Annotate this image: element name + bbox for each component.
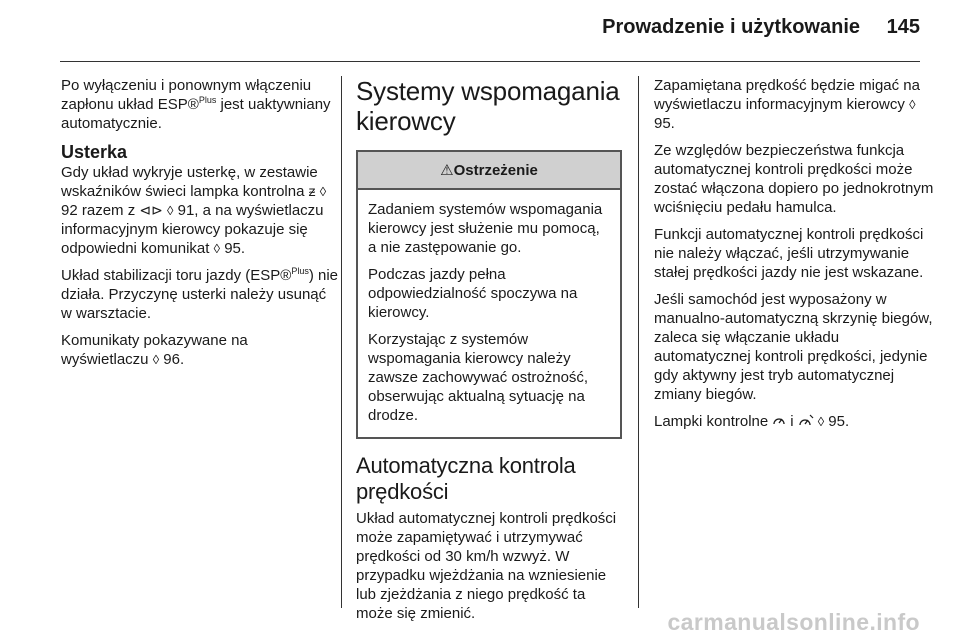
page-header-title: Prowadzenie i użytkowanie [602,16,860,38]
column-3 [654,76,934,439]
warning-box [356,150,622,439]
column-2 [356,76,626,631]
watermark: carmanualsonline.info [667,609,920,635]
fault-paragraph: Gdy układ wykryje usterkę, w zestawie wskaźników świeci lampka kontrolna ᵶ ◊ 92 razem z ⊲⊳ ◊ 91, a na wyświetlaczu informacyjnym kierowcy pokazuje się odpowiedni komunikat ◊ 95. [61,164,327,257]
fault-heading: Usterka [61,142,128,162]
page-ref-icon: ◊ [167,203,174,218]
column-1 [61,76,339,377]
page-number: 145 [886,16,920,38]
page-ref-icon: ◊ [152,352,160,367]
control-lamps-paragraph: Lampki kontrolne i ◊ 95. [654,413,850,430]
page-ref-icon: ◊ [213,241,221,256]
section-heading-driver-assist: Systemy wspomagania kierowcy [356,76,620,136]
esp-inactive-paragraph: Układ stabilizacji toru jazdy (ESP®$^{Plus}$) nie działa. Przyczynę usterki należy usunąć w warsztacie. [61,266,339,322]
column-divider [638,76,639,608]
esp-restart-paragraph: Po wyłączeniu i ponownym włączeniu zapłonu układ ESP®$^{Plus}$ jest uaktywniany automatycznie. [61,77,331,132]
column-divider [341,76,342,608]
warning-paragraph: Zadaniem systemów wspomagania kierowcy jest służenie mu pomocą, a nie zastępowanie go. [368,201,603,256]
messages-paragraph: Komunikaty pokazywane na wyświetlaczu ◊ 96. [61,332,248,368]
section-heading-cruise-control: Automatyczna kontrola prędkości [356,453,576,504]
warning-paragraph: Podczas jazdy pełna odpowiedzialność spoczywa na kierowcy. [368,266,578,321]
warning-paragraph: Korzystając z systemów wspomagania kierowcy należy zawsze zachowywać ostrożność, obserwując aktualną sytuację na drodze. [368,331,589,424]
safety-paragraph: Ze względów bezpieczeństwa funkcja automatycznej kontroli prędkości może zostać włączona dopiero po jednokrotnym wciśnięciu pedału hamulca. [654,142,934,216]
not-advised-paragraph: Funkcji automatycznej kontroli prędkości nie należy włączać, jeśli utrzymywanie stałej prędkości jazdy nie jest wskazane. [654,226,924,281]
page-ref-icon: ◊ [817,414,825,429]
cruise-control-paragraph: Układ automatycznej kontroli prędkości może zapamiętywać i utrzymywać prędkości od 30 km/h wzwyż. W przypadku wjeżdżania na wzniesienie lub zjeżdżania z niego prędkość ta może się zmienić. [356,510,617,622]
warning-triangle-icon: ⚠ [440,161,454,179]
esp-warning-lamp-icon: ᵶ [308,183,316,199]
page-ref-icon: ◊ [319,184,327,199]
warning-box-header [358,152,620,190]
speed-blink-paragraph: Zapamiętana prędkość będzie migać na wyświetlaczu informacyjnym kierowcy ◊ 95. [654,77,920,132]
warning-title: Ostrzeżenie [453,161,538,179]
page-ref-icon: ◊ [909,97,916,112]
gearbox-paragraph: Jeśli samochód jest wyposażony w manualno-automatyczną skrzynię biegów, zaleca się włączanie układu automatycznej kontroli prędkości, jedynie gdy aktywny jest tryb automatycznej zmiany biegów. [654,291,933,403]
header-rule [60,61,920,62]
warning-box-body [358,190,620,437]
cruise-control-set-lamp-icon [798,413,818,429]
abs-warning-lamp-icon: ⊲⊳ [139,202,163,218]
cruise-control-lamp-icon [772,413,790,429]
